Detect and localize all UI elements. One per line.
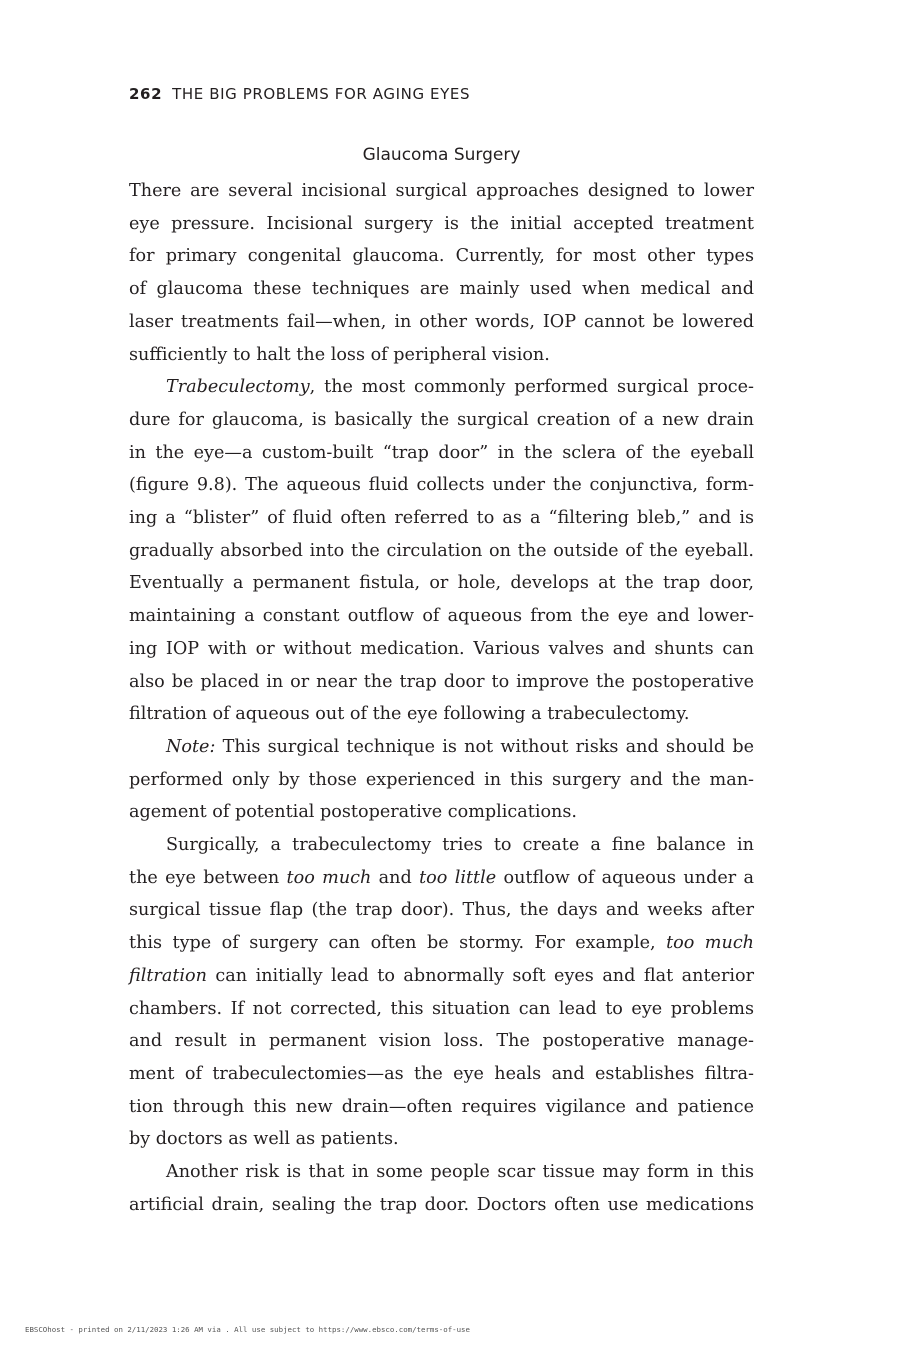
text-line [129,600,754,633]
text-line [129,1025,754,1058]
text-run: can initially lead to abnormally soft eyes and flat anterior [206,965,754,986]
text-line [129,829,754,862]
text-run: (figure 9.8). The aqueous fluid collects under the conjunctiva, form- [129,475,754,496]
text-run: the eye between [129,867,287,888]
text-line [129,371,754,404]
italic-text-run: filtration [129,965,207,986]
text-line [129,666,754,699]
text-run: eye pressure. Incisional surgery is the initial accepted treatment [129,213,754,234]
text-line [129,862,754,895]
body-paragraph [129,1156,754,1221]
text-run: of glaucoma these techniques are mainly used when medical and [129,279,754,300]
text-line [129,1058,754,1091]
text-run: outflow of aqueous under a [496,867,754,888]
text-run: artificial drain, sealing the trap door. Doctors often use medications [129,1194,754,1215]
body-paragraph [129,829,754,1156]
text-run: this type of surgery can often be stormy. For example, [129,933,667,954]
text-line [129,698,754,731]
text-run: ment of trabeculectomies—as the eye heals and establishes filtra- [129,1063,754,1084]
text-run: dure for glaucoma, is basically the surgical creation of a new drain [129,409,754,430]
text-line [129,1123,754,1156]
section-heading: Glaucoma Surgery [362,145,521,165]
text-line [129,633,754,666]
text-run: ing a “blister” of fluid often referred to as a “filtering bleb,” and is [129,508,754,529]
text-run: performed only by those experienced in this surgery and the man- [129,769,754,790]
text-line [129,1156,754,1189]
page-number: 262 [129,85,163,103]
text-run: Another risk is that in some people scar tissue may form in this [166,1162,754,1183]
text-line [129,993,754,1026]
text-line [129,437,754,470]
text-run: also be placed in or near the trap door to improve the postoperative [129,671,754,692]
text-run: sufficiently to halt the loss of peripheral vision. [129,344,550,365]
text-line [129,894,754,927]
italic-text-run: too little [419,867,497,888]
text-line [129,567,754,600]
text-run: and [371,867,420,888]
body-text [129,175,754,1222]
running-title: THE BIG PROBLEMS FOR AGING EYES [172,85,471,103]
text-run: maintaining a constant outflow of aqueous from the eye and lower- [129,606,754,627]
text-run: tion through this new drain—often requires vigilance and patience [129,1096,754,1117]
text-line [129,404,754,437]
text-line [129,960,754,993]
text-run: chambers. If not corrected, this situation can lead to eye problems [129,998,754,1019]
text-run: filtration of aqueous out of the eye following a trabeculectomy. [129,704,690,725]
text-line [129,208,754,241]
italic-text-run: Trabeculectomy [166,377,310,398]
running-head [129,85,470,103]
text-line [129,306,754,339]
text-line [129,796,754,829]
text-line [129,339,754,372]
text-line [129,240,754,273]
text-line [129,175,754,208]
text-line [129,469,754,502]
text-run: for primary congenital glaucoma. Currently, for most other types [129,246,754,267]
text-run: laser treatments fail—when, in other words, IOP cannot be lowered [129,311,754,332]
text-run: This surgical technique is not without risks and should be [215,736,754,757]
text-run: and result in permanent vision loss. The postoperative manage- [129,1031,754,1052]
italic-text-run: too much [286,867,372,888]
text-run: in the eye—a custom-built “trap door” in the sclera of the eyeball [129,442,754,463]
body-paragraph [129,731,754,829]
text-line [129,764,754,797]
text-run: gradually absorbed into the circulation on the outside of the eyeball. [129,540,754,561]
text-run: There are several incisional surgical approaches designed to lower [129,181,754,201]
text-run: , the most commonly performed surgical proce- [309,377,754,398]
text-line [129,502,754,535]
body-paragraph [129,175,754,371]
text-run: surgical tissue flap (the trap door). Thus, the days and weeks after [129,900,754,921]
text-run: ing IOP with or without medication. Various valves and shunts can [129,638,754,659]
text-run: Surgically, a trabeculectomy tries to create a fine balance in [166,835,754,856]
text-line [129,731,754,764]
text-run: by doctors as well as patients. [129,1129,399,1150]
text-run: agement of potential postoperative complications. [129,802,578,823]
text-line [129,535,754,568]
footer-notice: EBSCOhost - printed on 2/11/2023 1:26 AM via . All use subject to https://www.ebsco.com/terms-of-use [25,1325,470,1334]
text-line [129,927,754,960]
text-line [129,273,754,306]
italic-text-run: too much [666,933,755,954]
text-line [129,1091,754,1124]
italic-text-run: Note: [166,736,216,757]
body-paragraph [129,371,754,731]
text-run: Eventually a permanent fistula, or hole, develops at the trap door, [129,573,754,594]
text-line [129,1189,754,1222]
